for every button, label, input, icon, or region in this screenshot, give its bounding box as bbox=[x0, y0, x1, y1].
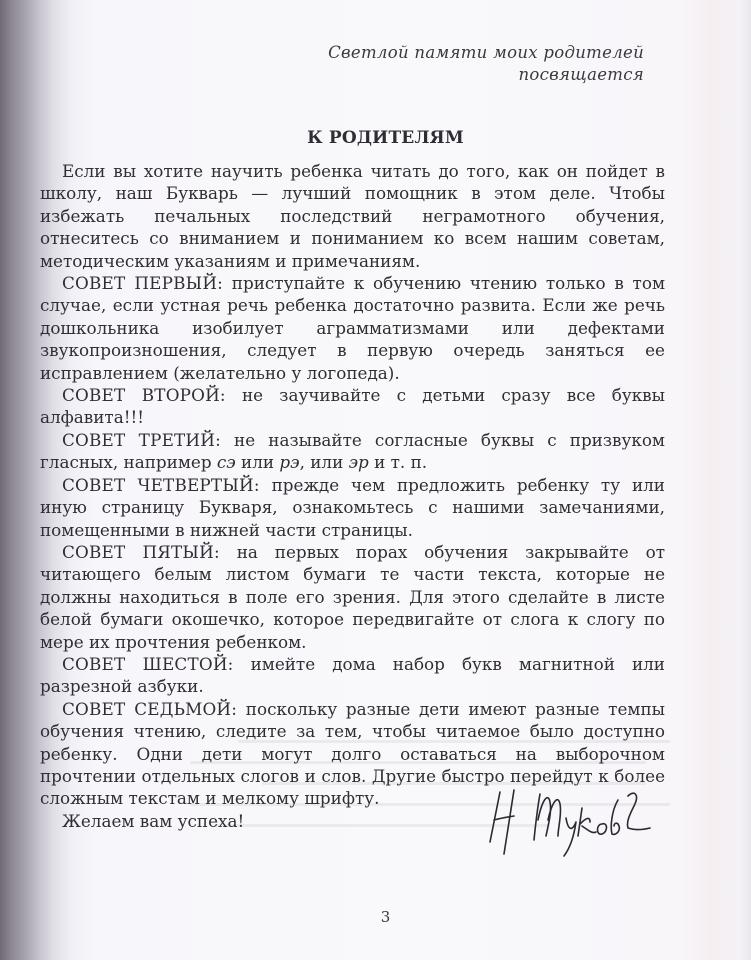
page-title: К РОДИТЕЛЯМ bbox=[307, 128, 464, 148]
closing-line: Желаем вам успеха! bbox=[62, 810, 245, 831]
advice-heading: СОВЕТ СЕДЬМОЙ: bbox=[62, 698, 238, 719]
dedication-line-2: посвящается bbox=[518, 65, 644, 84]
advice-text: прежде чем предложить ребенку ту или иную страницу Букваря, ознакомьтесь с нашими замечаниями, помещенными в нижней части страницы. bbox=[40, 474, 665, 540]
dedication-line-1: Светлой памяти моих родителей bbox=[328, 43, 644, 62]
example-syllable: эр bbox=[348, 452, 369, 473]
example-syllable: сэ bbox=[216, 452, 236, 473]
intro-paragraph: Если вы хотите научить ребенка читать до того, как он пойдет в школу, наш Букварь — лучший помощник в этом деле. Чтобы избежать печальных последствий неграмотного обучения, отнеситесь со вниманием и пониманием ко всем нашим советам, методическим указаниям и примечаниям. bbox=[40, 161, 665, 271]
advice-paragraph-5 bbox=[40, 541, 665, 653]
advice-heading: СОВЕТ ТРЕТИЙ: bbox=[62, 429, 221, 450]
page-number: 3 bbox=[380, 908, 391, 926]
handwritten-signature bbox=[478, 780, 658, 860]
advice-text: и т. п. bbox=[368, 452, 428, 473]
advice-heading: СОВЕТ ПЕРВЫЙ: bbox=[62, 273, 224, 294]
advice-text: на первых порах обучения закрывайте от читающего белым листом бумаги те части текста, которые не должны находиться в поле его зрения. Для этого сделайте в листе белой бумаги окошечко, которое передвигайте от слога к слогу по мере их прочтения ребенком. bbox=[40, 541, 665, 652]
advice-text: имейте дома набор букв магнитной или разрезной азбуки. bbox=[40, 653, 665, 697]
dedication bbox=[328, 42, 644, 86]
advice-text: или bbox=[235, 452, 280, 473]
advice-text: приступайте к обучению чтению только в том случае, если устная речь ребенка достаточно развита. Если же речь дошкольника изобилует аграмматизмами или дефектами звукопроизношения, следует в первую очередь заняться ее исправлением (желательно у логопеда). bbox=[40, 273, 665, 383]
advice-heading: СОВЕТ ПЯТЫЙ: bbox=[62, 541, 220, 562]
advice-text: не называйте согласные буквы с призвуком гласных, например bbox=[40, 429, 665, 473]
advice-heading: СОВЕТ ЧЕТВЕРТЫЙ: bbox=[62, 474, 260, 495]
advice-text: поскольку разные дети имеют разные темпы обучения чтению, следите за тем, чтобы читаемое было доступно ребенку. Одни дети могут долго оставаться на выборочном прочтении отдельных слогов и слов. Другие быстро перейдут к более сложным текстам и мелкому шрифту. bbox=[40, 698, 665, 809]
advice-paragraph-1 bbox=[40, 272, 665, 384]
advice-text: не заучивайте с детьми сразу все буквы алфавита!!! bbox=[40, 385, 665, 428]
advice-paragraph-2 bbox=[40, 384, 665, 429]
advice-paragraph-6 bbox=[40, 653, 665, 698]
advice-paragraph-4 bbox=[40, 474, 665, 541]
advice-heading: СОВЕТ ВТОРОЙ: bbox=[62, 385, 226, 406]
advice-paragraph-3 bbox=[40, 429, 665, 474]
example-syllable: рэ bbox=[279, 452, 300, 473]
body-text bbox=[40, 160, 665, 832]
advice-text: , или bbox=[299, 452, 349, 473]
advice-heading: СОВЕТ ШЕСТОЙ: bbox=[62, 653, 234, 674]
